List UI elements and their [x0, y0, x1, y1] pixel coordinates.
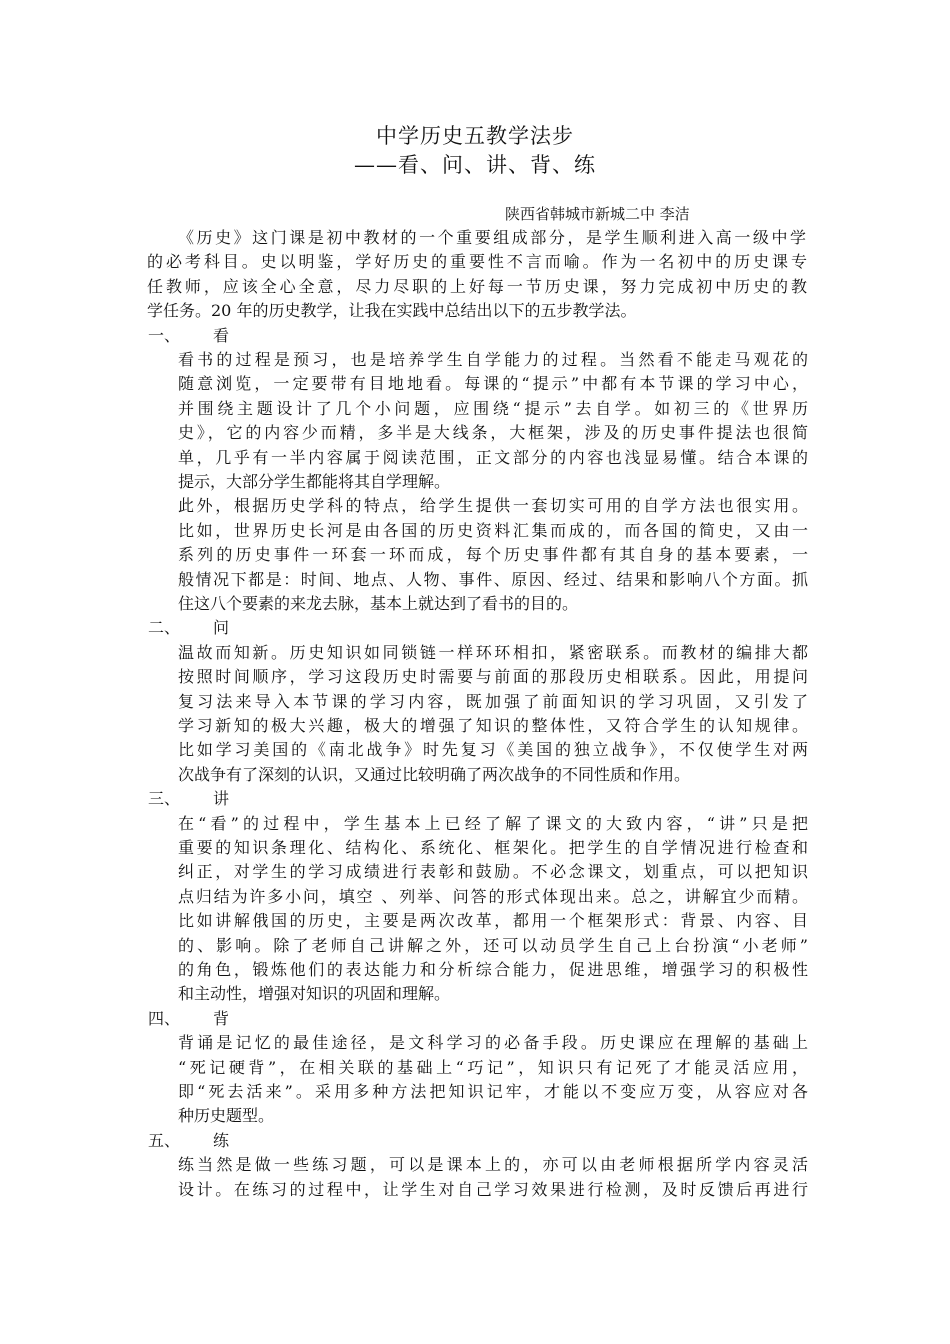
- paragraph-line: 史》，它的内容少而精，多半是大线条，大框架，涉及的历史事件提法也很简: [178, 423, 808, 443]
- section-heading-label: 练: [213, 1130, 230, 1150]
- paragraph-line: 次战争有了深刻的认识，又通过比较明确了两次战争的不同性质和作用。: [178, 764, 691, 784]
- document-title: 中学历史五教学法步: [376, 124, 574, 148]
- section-number: 三、: [148, 789, 181, 809]
- paragraph-line: 纠正，对学生的学习成绩进行表彰和鼓励。不必念课文，划重点，可以把知识: [178, 862, 808, 882]
- section-heading-label: 问: [213, 618, 230, 638]
- paragraph-line: 在“看”的过程中，学生基本上已经了解了课文的大致内容，“讲”只是把: [178, 813, 808, 833]
- paragraph-line: 比如学习美国的《南北战争》时先复习《美国的独立战争》，不仅使学生对两: [178, 740, 808, 760]
- paragraph-line: 背诵是记忆的最佳途径，是文科学习的必备手段。历史课应在理解的基础上: [178, 1033, 808, 1053]
- intro-line: 任教师，应该全心全意，尽力尽职的上好每一节历史课，努力完成初中历史的教: [147, 276, 807, 296]
- paragraph-line: 设计。在练习的过程中，让学生对自己学习效果进行检测，及时反馈后再进行: [178, 1179, 808, 1199]
- paragraph-line: 并围绕主题设计了几个小问题，应围绕“提示”去自学。如初三的《世界历: [178, 398, 808, 418]
- intro-line: 《历史》这门课是初中教材的一个重要组成部分，是学生顺利进入高一级中学: [178, 228, 806, 247]
- paragraph-line: 练当然是做一些练习题，可以是课本上的，亦可以由老师根据所学内容灵活: [178, 1155, 808, 1175]
- paragraph-line: 看书的过程是预习，也是培养学生自学能力的过程。当然看不能走马观花的: [178, 350, 808, 369]
- paragraph-line: 按照时间顺序，学习这段历史时需要与前面的那段历史相联系。因此，用提问: [178, 667, 808, 687]
- intro-line: 学任务。20 年的历史教学，让我在实践中总结出以下的五步教学法。: [147, 301, 637, 321]
- paragraph-line: 住这八个要素的来龙去脉，基本上就达到了看书的目的。: [178, 594, 579, 613]
- paragraph-line: 种历史题型。: [178, 1106, 275, 1126]
- section-number: 二、: [148, 618, 181, 638]
- paragraph-line: 比如讲解俄国的历史，主要是两次改革，都用一个框架形式：背景、内容、目: [178, 911, 808, 931]
- section-number: 一、: [148, 325, 181, 345]
- paragraph-line: 的角色，锻炼他们的表达能力和分析综合能力，促进思维，增强学习的积极性: [178, 960, 808, 979]
- document-subtitle: ——看、问、讲、背、练: [354, 153, 596, 177]
- paragraph-line: 即“死去活来”。采用多种方法把知识记牢，才能以不变应万变，从容应对各: [178, 1082, 808, 1101]
- section-heading-label: 看: [213, 325, 230, 345]
- paragraph-line: 学习新知的极大兴趣，极大的增强了知识的整体性，又符合学生的认知规律。: [178, 716, 808, 735]
- section-heading-label: 讲: [213, 789, 230, 809]
- paragraph-line: 般情况下都是：时间、地点、人物、事件、原因、经过、结果和影响八个方面。抓: [178, 569, 808, 589]
- intro-line: 的必考科目。史以明鉴，学好历史的重要性不言而喻。作为一名初中的历史课专: [147, 252, 807, 272]
- paragraph-line: 温故而知新。历史知识如同锁链一样环环相扣，紧密联系。而教材的编排大都: [178, 642, 808, 662]
- paragraph-line: 点归结为许多小问，填空 、列举、问答的形式体现出来。总之，讲解宜少而精。: [178, 886, 808, 906]
- paragraph-line: 随意浏览，一定要带有目地地看。每课的“提示”中都有本节课的学习中心，: [178, 374, 808, 394]
- paragraph-line: 单，几乎有一半内容属于阅读范围，正文部分的内容也浅显易懂。结合本课的: [178, 447, 808, 467]
- section-number: 四、: [148, 1008, 181, 1028]
- paragraph-line: 重要的知识条理化、结构化、系统化、框架化。把学生的自学情况进行检查和: [178, 838, 808, 857]
- paragraph-line: 比如，世界历史长河是由各国的历史资料汇集而成的，而各国的简史，又由一: [178, 520, 808, 540]
- paragraph-line: 系列的历史事件一环套一环而成，每个历史事件都有其自身的基本要素，一: [178, 545, 808, 565]
- paragraph-line: 和主动性，增强对知识的巩固和理解。: [178, 984, 451, 1004]
- section-heading-label: 背: [213, 1008, 230, 1028]
- author-line: 陕西省韩城市新城二中 李洁: [505, 205, 690, 223]
- paragraph-line: 复习法来导入本节课的学习内容，既加强了前面知识的学习巩固，又引发了: [178, 691, 808, 711]
- section-number: 五、: [148, 1130, 181, 1150]
- paragraph-line: “死记硬背”，在相关联的基础上“巧记”，知识只有记死了才能灵活应用，: [178, 1057, 808, 1077]
- paragraph-line: 提示，大部分学生都能将其自学理解。: [178, 472, 451, 491]
- paragraph-line: 的、影响。除了老师自己讲解之外，还可以动员学生自己上台扮演“小老师”: [178, 935, 808, 955]
- paragraph-line: 此外，根据历史学科的特点，给学生提供一套切实可用的自学方法也很实用。: [178, 496, 808, 516]
